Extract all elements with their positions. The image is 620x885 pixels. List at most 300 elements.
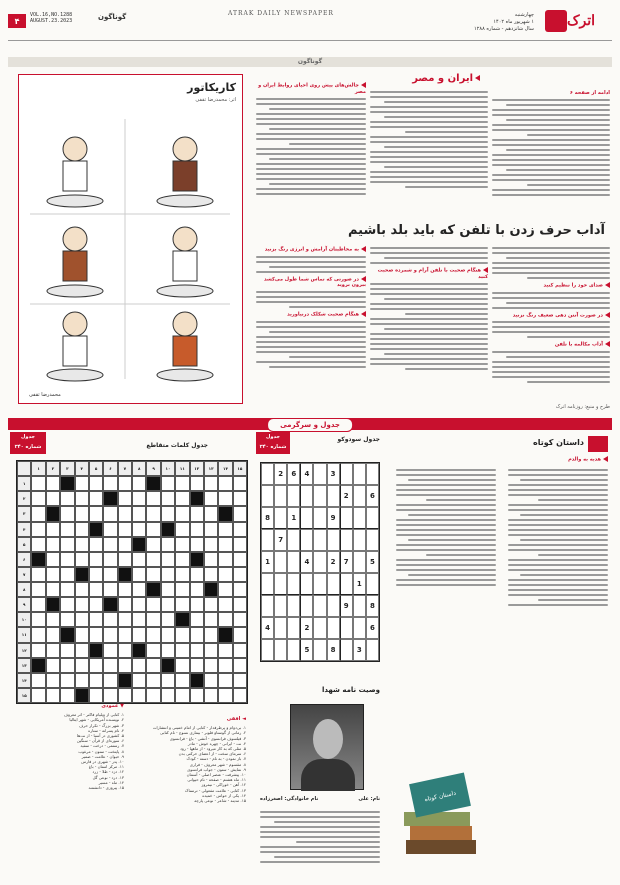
sudoku-empty-cell[interactable]: [327, 617, 340, 639]
crossword-black-cell: [60, 627, 74, 642]
crossword-cell[interactable]: [218, 612, 232, 627]
crossword-cell[interactable]: [75, 522, 89, 537]
crossword-cell[interactable]: [103, 537, 117, 552]
bullet-icon: [605, 312, 610, 318]
crossword-cell[interactable]: [233, 491, 247, 506]
crossword-cell[interactable]: [118, 658, 132, 673]
crossword-col-number: ۱۰: [161, 461, 175, 476]
crossword-across-clues: [134, 717, 246, 803]
crossword-cell[interactable]: [175, 476, 189, 491]
crossword-cell[interactable]: [204, 597, 218, 612]
crossword-cell[interactable]: [204, 506, 218, 521]
sudoku-empty-cell[interactable]: [261, 463, 274, 485]
across-clue: ۱۳. کتابی - علامت مفعولی - ترسناک: [184, 787, 246, 793]
crossword-cell[interactable]: [190, 627, 204, 642]
sudoku-empty-cell[interactable]: [366, 639, 379, 661]
crossword-cell[interactable]: [103, 506, 117, 521]
crossword-cell[interactable]: [89, 627, 103, 642]
sudoku-empty-cell[interactable]: [287, 529, 300, 551]
crossword-cell[interactable]: [233, 582, 247, 597]
crossword-row-number: ۹: [17, 597, 31, 612]
crossword-cell[interactable]: [31, 491, 45, 506]
crossword-black-cell: [60, 476, 74, 491]
sudoku-empty-cell[interactable]: [313, 551, 326, 573]
sudoku-empty-cell[interactable]: [313, 529, 326, 551]
crossword-cell[interactable]: [233, 552, 247, 567]
crossword-cell[interactable]: [233, 627, 247, 642]
crossword-cell[interactable]: [190, 643, 204, 658]
crossword-cell[interactable]: [190, 658, 204, 673]
martyr-will-panel: [256, 684, 384, 880]
crossword-cell[interactable]: [31, 567, 45, 582]
sudoku-empty-cell[interactable]: [353, 595, 366, 617]
crossword-cell[interactable]: [132, 491, 146, 506]
crossword-cell[interactable]: [132, 658, 146, 673]
crossword-cell[interactable]: [60, 673, 74, 688]
crossword-cell[interactable]: [60, 537, 74, 552]
crossword-cell[interactable]: [233, 658, 247, 673]
sudoku-empty-cell[interactable]: [300, 595, 313, 617]
sudoku-empty-cell[interactable]: [327, 595, 340, 617]
crossword-cell[interactable]: [75, 597, 89, 612]
crossword-cell[interactable]: [161, 643, 175, 658]
sudoku-empty-cell[interactable]: [274, 485, 287, 507]
sudoku-empty-cell[interactable]: [261, 485, 274, 507]
bullet-icon: [361, 82, 366, 88]
sudoku-empty-cell[interactable]: [353, 485, 366, 507]
crossword-cell[interactable]: [233, 612, 247, 627]
crossword-cell[interactable]: [46, 522, 60, 537]
crossword-cell[interactable]: [89, 612, 103, 627]
crossword-cell[interactable]: [46, 627, 60, 642]
crossword-cell[interactable]: [161, 612, 175, 627]
newspaper-name-en: ATRAK DAILY NEWSPAPER: [228, 10, 334, 17]
crossword-cell[interactable]: [204, 658, 218, 673]
crossword-cell[interactable]: [89, 537, 103, 552]
crossword-cell[interactable]: [175, 537, 189, 552]
sudoku-empty-cell[interactable]: [340, 573, 353, 595]
crossword-cell[interactable]: [146, 688, 160, 703]
crossword-cell[interactable]: [31, 582, 45, 597]
crossword-cell[interactable]: [233, 476, 247, 491]
sudoku-empty-cell[interactable]: [366, 529, 379, 551]
crossword-cell[interactable]: [218, 658, 232, 673]
sudoku-given-cell: 8: [327, 639, 340, 661]
crossword-cell[interactable]: [218, 673, 232, 688]
crossword-cell[interactable]: [218, 643, 232, 658]
crossword-cell[interactable]: [161, 567, 175, 582]
crossword-cell[interactable]: [89, 476, 103, 491]
sudoku-empty-cell[interactable]: [327, 573, 340, 595]
sudoku-empty-cell[interactable]: [366, 463, 379, 485]
crossword-cell[interactable]: [204, 552, 218, 567]
crossword-cell[interactable]: [118, 643, 132, 658]
sudoku-empty-cell[interactable]: [261, 529, 274, 551]
crossword-cell[interactable]: [46, 673, 60, 688]
crossword-cell[interactable]: [118, 612, 132, 627]
crossword-cell[interactable]: [146, 627, 160, 642]
crossword-cell[interactable]: [103, 627, 117, 642]
subhead: در صورت آنتن دهی ضعیف رنگ نزنید: [492, 312, 610, 319]
sudoku-empty-cell[interactable]: [274, 573, 287, 595]
crossword-cell[interactable]: [118, 627, 132, 642]
crossword-cell[interactable]: [204, 537, 218, 552]
crossword-row-number: ۸: [17, 582, 31, 597]
crossword-cell[interactable]: [132, 597, 146, 612]
sudoku-empty-cell[interactable]: [274, 617, 287, 639]
crossword-cell[interactable]: [46, 552, 60, 567]
section-banner-label: جدول و سرگرمی: [267, 418, 353, 432]
crossword-cell[interactable]: [175, 627, 189, 642]
crossword-cell[interactable]: [60, 491, 74, 506]
crossword-cell[interactable]: [89, 658, 103, 673]
crossword-cell[interactable]: [190, 612, 204, 627]
weekday: چهارشنبه: [514, 12, 534, 18]
crossword-cell[interactable]: [118, 688, 132, 703]
crossword-cell[interactable]: [75, 537, 89, 552]
crossword-cell[interactable]: [233, 522, 247, 537]
crossword-cell[interactable]: [46, 643, 60, 658]
crossword-col-number: ۲: [46, 461, 60, 476]
crossword-cell[interactable]: [118, 491, 132, 506]
crossword-cell[interactable]: [75, 658, 89, 673]
crossword-cell[interactable]: [175, 506, 189, 521]
crossword-cell[interactable]: [60, 582, 74, 597]
sudoku-empty-cell[interactable]: [300, 573, 313, 595]
sudoku-empty-cell[interactable]: [261, 639, 274, 661]
sudoku-empty-cell[interactable]: [353, 551, 366, 573]
crossword-cell[interactable]: [103, 673, 117, 688]
crossword-cell[interactable]: [218, 552, 232, 567]
sudoku-empty-cell[interactable]: [287, 639, 300, 661]
crossword-cell[interactable]: [89, 673, 103, 688]
crossword-cell[interactable]: [175, 673, 189, 688]
crossword-cell[interactable]: [146, 597, 160, 612]
crossword-cell[interactable]: [118, 582, 132, 597]
crossword-cell[interactable]: [190, 506, 204, 521]
crossword-cell[interactable]: [60, 522, 74, 537]
crossword-cell[interactable]: [31, 597, 45, 612]
crossword-row-number: ۷: [17, 567, 31, 582]
sudoku-empty-cell[interactable]: [261, 595, 274, 617]
crossword-cell[interactable]: [161, 688, 175, 703]
crossword-cell[interactable]: [175, 597, 189, 612]
sudoku-empty-cell[interactable]: [353, 463, 366, 485]
crossword-cell[interactable]: [146, 673, 160, 688]
sudoku-empty-cell[interactable]: [287, 485, 300, 507]
crossword-cell[interactable]: [132, 582, 146, 597]
crossword-black-cell: [31, 658, 45, 673]
crossword-cell[interactable]: [31, 673, 45, 688]
newspaper-logo: [542, 8, 612, 34]
sudoku-empty-cell[interactable]: [340, 639, 353, 661]
crossword-row-number: ۲: [17, 491, 31, 506]
crossword-cell[interactable]: [204, 627, 218, 642]
sudoku-empty-cell[interactable]: [313, 507, 326, 529]
crossword-cell[interactable]: [146, 552, 160, 567]
sudoku-empty-cell[interactable]: [300, 485, 313, 507]
sudoku-given-cell: 1: [353, 573, 366, 595]
crossword-cell[interactable]: [46, 688, 60, 703]
crossword-cell[interactable]: [118, 552, 132, 567]
crossword-cell[interactable]: [132, 673, 146, 688]
across-clue: ۸. مقسوم - شهر معروف - فراری: [189, 761, 246, 767]
sudoku-empty-cell[interactable]: [366, 573, 379, 595]
sudoku-empty-cell[interactable]: [300, 529, 313, 551]
crossword-cell[interactable]: [31, 476, 45, 491]
crossword-cell[interactable]: [103, 658, 117, 673]
across-clue: ۶. سرمای سخت - از اعضای حرکتی بدن: [178, 751, 246, 757]
crossword-cell[interactable]: [89, 567, 103, 582]
crossword-cell[interactable]: [146, 567, 160, 582]
crossword-cell[interactable]: [31, 643, 45, 658]
crossword-cell[interactable]: [60, 643, 74, 658]
crossword-cell[interactable]: [103, 522, 117, 537]
crossword-black-cell: [103, 597, 117, 612]
article-headline-etiquette: آداب حرف زدن با تلفن که باید بلد باشیم: [347, 223, 605, 238]
crossword-cell[interactable]: [161, 582, 175, 597]
crossword-cell[interactable]: [31, 506, 45, 521]
crossword-cell[interactable]: [118, 506, 132, 521]
crossword-black-cell: [175, 612, 189, 627]
masthead-divider: [8, 40, 612, 41]
crossword-cell[interactable]: [118, 522, 132, 537]
crossword-cell[interactable]: [60, 612, 74, 627]
crossword-cell[interactable]: [132, 627, 146, 642]
crossword-cell[interactable]: [233, 506, 247, 521]
sudoku-empty-cell[interactable]: [353, 617, 366, 639]
sudoku-empty-cell[interactable]: [300, 507, 313, 529]
sudoku-empty-cell[interactable]: [287, 551, 300, 573]
crossword-cell[interactable]: [75, 506, 89, 521]
sudoku-empty-cell[interactable]: [287, 617, 300, 639]
crossword-cell[interactable]: [46, 537, 60, 552]
cartoon-title: کاریکاتور: [187, 81, 236, 94]
crossword-cell[interactable]: [218, 597, 232, 612]
crossword-cell[interactable]: [146, 522, 160, 537]
crossword-cell[interactable]: [204, 476, 218, 491]
sudoku-empty-cell[interactable]: [340, 529, 353, 551]
crossword-cell[interactable]: [146, 658, 160, 673]
sudoku-given-cell: 2: [340, 485, 353, 507]
crossword-cell[interactable]: [218, 582, 232, 597]
crossword-cell[interactable]: [233, 597, 247, 612]
crossword-cell[interactable]: [146, 506, 160, 521]
crossword-cell[interactable]: [31, 688, 45, 703]
crossword-cell[interactable]: [146, 537, 160, 552]
crossword-cell[interactable]: [75, 582, 89, 597]
sudoku-empty-cell[interactable]: [313, 463, 326, 485]
sudoku-empty-cell[interactable]: [353, 529, 366, 551]
crossword-cell[interactable]: [161, 673, 175, 688]
crossword-cell[interactable]: [60, 597, 74, 612]
crossword-cell[interactable]: [175, 552, 189, 567]
sudoku-empty-cell[interactable]: [274, 595, 287, 617]
crossword-cell[interactable]: [103, 612, 117, 627]
crossword-cell[interactable]: [118, 537, 132, 552]
crossword-cell[interactable]: [218, 567, 232, 582]
crossword-cell[interactable]: [31, 627, 45, 642]
article-etiquette-col-2: [370, 244, 488, 373]
crossword-cell[interactable]: [204, 688, 218, 703]
crossword-cell[interactable]: [132, 688, 146, 703]
crossword-cell[interactable]: [75, 552, 89, 567]
sudoku-empty-cell[interactable]: [327, 485, 340, 507]
crossword-row-number: ۱۱: [17, 627, 31, 642]
crossword-cell[interactable]: [60, 567, 74, 582]
crossword-cell[interactable]: [132, 506, 146, 521]
crossword-cell[interactable]: [60, 658, 74, 673]
crossword-black-cell: [146, 582, 160, 597]
sudoku-empty-cell[interactable]: [274, 551, 287, 573]
crossword-cell[interactable]: [218, 522, 232, 537]
crossword-cell[interactable]: [103, 643, 117, 658]
sudoku-empty-cell[interactable]: [327, 529, 340, 551]
crossword-cell[interactable]: [190, 537, 204, 552]
sudoku-given-cell: 3: [327, 463, 340, 485]
will-caption-name: نام: علی: [358, 796, 380, 802]
section-name: گوناگون: [98, 13, 127, 21]
crossword-cell[interactable]: [161, 491, 175, 506]
sudoku-empty-cell[interactable]: [261, 573, 274, 595]
crossword-cell[interactable]: [46, 476, 60, 491]
crossword-black-cell: [89, 643, 103, 658]
crossword-cell[interactable]: [46, 582, 60, 597]
crossword-cell[interactable]: [89, 491, 103, 506]
crossword-cell[interactable]: [103, 567, 117, 582]
crossword-cell[interactable]: [190, 476, 204, 491]
crossword-cell[interactable]: [161, 476, 175, 491]
crossword-cell[interactable]: [161, 552, 175, 567]
crossword-cell[interactable]: [118, 476, 132, 491]
crossword-cell[interactable]: [46, 491, 60, 506]
crossword-cell[interactable]: [204, 643, 218, 658]
crossword-cell[interactable]: [75, 643, 89, 658]
crossword-cell[interactable]: [204, 491, 218, 506]
crossword-cell[interactable]: [175, 658, 189, 673]
across-clue: ۱۲. آهن - خوراکی - نیمروز: [201, 782, 246, 788]
crossword-cell[interactable]: [132, 476, 146, 491]
sudoku-empty-cell[interactable]: [313, 617, 326, 639]
sudoku-empty-cell[interactable]: [313, 573, 326, 595]
crossword-col-number: ۳: [60, 461, 74, 476]
crossword-cell[interactable]: [233, 673, 247, 688]
crossword-cell[interactable]: [175, 582, 189, 597]
crossword-cell[interactable]: [46, 612, 60, 627]
crossword-cell[interactable]: [161, 506, 175, 521]
crossword-cell[interactable]: [89, 582, 103, 597]
crossword-cell[interactable]: [132, 567, 146, 582]
crossword-cell[interactable]: [204, 522, 218, 537]
crossword-cell[interactable]: [161, 627, 175, 642]
sudoku-panel: [256, 432, 384, 682]
crossword-cell[interactable]: [218, 491, 232, 506]
sudoku-empty-cell[interactable]: [274, 639, 287, 661]
sudoku-empty-cell[interactable]: [313, 639, 326, 661]
crossword-cell[interactable]: [31, 612, 45, 627]
sudoku-empty-cell[interactable]: [366, 507, 379, 529]
bullet-icon: [361, 311, 366, 317]
sudoku-empty-cell[interactable]: [340, 617, 353, 639]
crossword-cell[interactable]: [89, 688, 103, 703]
crossword-cell[interactable]: [31, 522, 45, 537]
crossword-cell[interactable]: [204, 673, 218, 688]
sudoku-empty-cell[interactable]: [313, 485, 326, 507]
crossword-cell[interactable]: [103, 582, 117, 597]
crossword-cell[interactable]: [204, 567, 218, 582]
crossword-cell[interactable]: [175, 643, 189, 658]
crossword-cell[interactable]: [132, 552, 146, 567]
crossword-cell[interactable]: [89, 597, 103, 612]
crossword-cell[interactable]: [103, 552, 117, 567]
crossword-cell[interactable]: [175, 491, 189, 506]
crossword-cell[interactable]: [31, 537, 45, 552]
sudoku-empty-cell[interactable]: [340, 463, 353, 485]
crossword-cell[interactable]: [118, 597, 132, 612]
crossword-cell[interactable]: [175, 688, 189, 703]
crossword-cell[interactable]: [75, 476, 89, 491]
crossword-cell[interactable]: [218, 476, 232, 491]
crossword-cell[interactable]: [175, 567, 189, 582]
crossword-cell[interactable]: [233, 567, 247, 582]
crossword-cell[interactable]: [190, 597, 204, 612]
article-iran-egypt-col-2: [370, 88, 488, 191]
crossword-cell[interactable]: [161, 597, 175, 612]
crossword-cell[interactable]: [89, 506, 103, 521]
crossword-cell[interactable]: [75, 627, 89, 642]
crossword-cell[interactable]: [204, 612, 218, 627]
crossword-grid[interactable]: [16, 460, 248, 704]
issue: سال شانزدهم - شماره ۱۲۸۸: [474, 26, 534, 32]
crossword-cell[interactable]: [60, 552, 74, 567]
crossword-cell[interactable]: [46, 567, 60, 582]
crossword-cell[interactable]: [132, 522, 146, 537]
crossword-cell[interactable]: [218, 537, 232, 552]
sudoku-grid[interactable]: [260, 462, 380, 662]
crossword-cell[interactable]: [161, 537, 175, 552]
crossword-cell[interactable]: [233, 643, 247, 658]
crossword-cell[interactable]: [175, 522, 189, 537]
crossword-cell[interactable]: [218, 688, 232, 703]
crossword-cell[interactable]: [132, 612, 146, 627]
sudoku-empty-cell[interactable]: [313, 595, 326, 617]
sudoku-empty-cell[interactable]: [287, 595, 300, 617]
crossword-cell[interactable]: [146, 612, 160, 627]
crossword-cell[interactable]: [89, 552, 103, 567]
crossword-black-cell: [118, 673, 132, 688]
crossword-cell[interactable]: [103, 476, 117, 491]
sudoku-empty-cell[interactable]: [353, 507, 366, 529]
crossword-cell[interactable]: [60, 506, 74, 521]
crossword-cell[interactable]: [60, 688, 74, 703]
sudoku-empty-cell[interactable]: [274, 507, 287, 529]
crossword-cell[interactable]: [75, 673, 89, 688]
crossword-cell[interactable]: [190, 688, 204, 703]
crossword-cell[interactable]: [190, 567, 204, 582]
crossword-cell[interactable]: [46, 658, 60, 673]
crossword-cell[interactable]: [75, 491, 89, 506]
crossword-cell[interactable]: [103, 688, 117, 703]
crossword-cell[interactable]: [190, 522, 204, 537]
crossword-cell[interactable]: [75, 612, 89, 627]
sudoku-empty-cell[interactable]: [340, 507, 353, 529]
crossword-cell[interactable]: [233, 537, 247, 552]
crossword-cell[interactable]: [146, 643, 160, 658]
crossword-cell[interactable]: [146, 491, 160, 506]
crossword-cell[interactable]: [190, 582, 204, 597]
sudoku-empty-cell[interactable]: [287, 573, 300, 595]
crossword-cell[interactable]: [233, 688, 247, 703]
